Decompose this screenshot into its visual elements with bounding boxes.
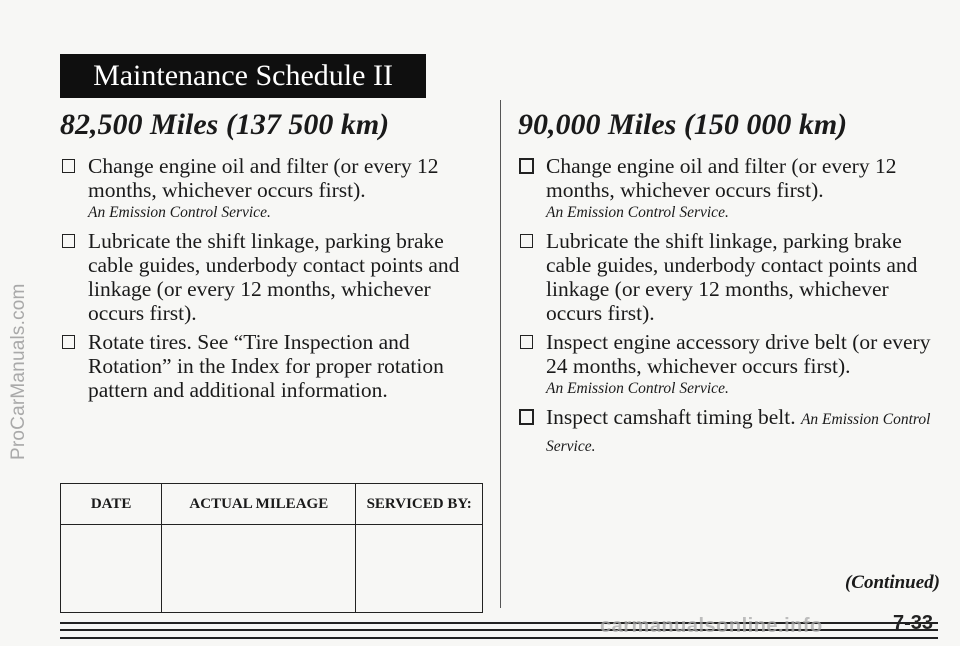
checkbox-icon[interactable] <box>62 335 75 349</box>
serviced-by-cell[interactable] <box>356 525 483 613</box>
item-note: An Emission Control Service. <box>546 380 729 397</box>
item-text: Lubricate the shift linkage, parking brake cable guides, underbody contact points and linkage (or every 12 months, whichever occurs first). <box>546 229 918 325</box>
table-header-mileage: ACTUAL MILEAGE <box>162 484 356 525</box>
table-header-date: DATE <box>61 484 162 525</box>
item-note: An Emission Control Service. <box>88 204 271 221</box>
checkbox-icon[interactable] <box>520 234 533 248</box>
item-text: Inspect camshaft timing belt. <box>546 405 796 429</box>
left-mileage-heading: 82,500 Miles (137 500 km) <box>60 108 390 141</box>
left-checklist <box>60 154 485 402</box>
table-row <box>61 525 483 613</box>
checkbox-icon[interactable] <box>519 409 534 425</box>
item-text: Lubricate the shift linkage, parking brake cable guides, underbody contact points and linkage (or every 12 months, whichever occurs first). <box>88 229 460 325</box>
left-column <box>60 108 485 407</box>
date-cell[interactable] <box>61 525 162 613</box>
continued-label: (Continued) <box>844 572 940 593</box>
item-note: An Emission Control Service. <box>546 204 729 221</box>
checkbox-icon[interactable] <box>520 335 533 349</box>
checkbox-icon[interactable] <box>519 158 534 174</box>
table-header-serviced-by: SERVICED BY: <box>356 484 483 525</box>
list-item <box>518 330 938 400</box>
checkbox-icon[interactable] <box>62 234 75 248</box>
checkbox-icon[interactable] <box>62 159 75 173</box>
column-divider <box>500 100 501 608</box>
mileage-cell[interactable] <box>162 525 356 613</box>
right-mileage-heading: 90,000 Miles (150 000 km) <box>518 108 848 141</box>
right-checklist <box>518 154 938 459</box>
list-item <box>518 229 938 325</box>
right-column <box>518 108 938 464</box>
list-item <box>518 154 938 224</box>
list-item <box>60 154 485 224</box>
list-item <box>518 405 938 459</box>
item-note: An Emission Control Service. <box>546 411 931 455</box>
bottom-watermark: carmanualsonline.info <box>600 615 823 637</box>
section-banner: Maintenance Schedule II <box>60 54 426 98</box>
item-text: Inspect engine accessory drive belt (or every 24 months, whichever occurs first). <box>546 330 931 378</box>
service-record-table <box>60 483 483 613</box>
list-item <box>60 229 485 325</box>
item-text: Change engine oil and filter (or every 12 months, whichever occurs first). <box>546 154 897 202</box>
item-text: Rotate tires. See “Tire Inspection and Rotation” in the Index for proper rotation pattern and additional information. <box>88 330 444 402</box>
list-item <box>60 330 485 402</box>
side-watermark: ProCarManuals.com <box>8 283 29 460</box>
item-text: Change engine oil and filter (or every 12 months, whichever occurs first). <box>88 154 439 202</box>
page-number: 7-33 <box>893 612 934 634</box>
